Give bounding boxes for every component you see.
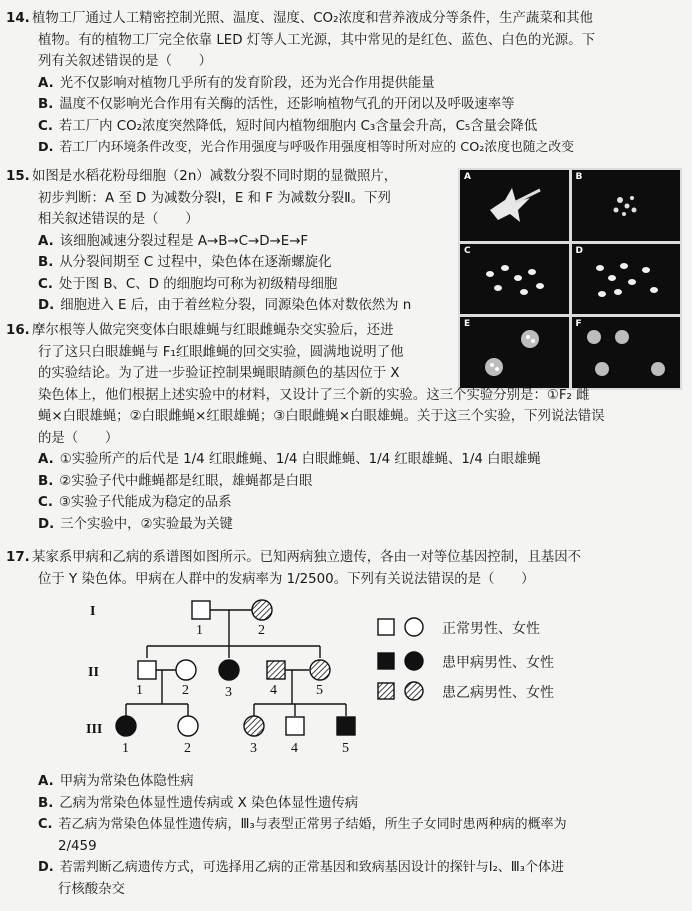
panel-label: A [464,172,471,182]
option-a: A. 甲病为常染色体隐性病 [38,774,194,789]
pedigree-individual-III-5 [337,717,355,735]
pedigree-individual-I-2 [252,600,272,620]
panel-label: F [575,319,582,330]
pedigree-individual-III-3 [244,716,264,736]
question-17 [6,547,682,590]
option-a: A. 光不仅影响对植物几乎所有的发育阶段，还为光合作用提供能量 [38,75,435,91]
option-d-continued: 行核酸杂交 [58,881,125,897]
panel-label: B [575,172,583,182]
individual-id: 2 [184,741,191,756]
generation-label: I [90,604,96,619]
individual-id: 4 [270,683,277,698]
panel-label: C [464,245,471,256]
individual-id: 5 [342,741,349,756]
question-stem-line: 行了这只白眼雄蝇与 F₁红眼雌蝇的回交实验，圆满地说明了他 [38,344,404,360]
question-stem-line: 相关叙述错误的是（ ） [38,212,199,227]
option-d: D. 若工厂内环境条件改变，光合作用强度与呼吸作用强度相等时所对应的 CO₂浓度也随之改变 [38,140,574,155]
individual-id: 5 [316,683,323,698]
question-number: 16. [6,323,30,338]
panel-label: D [575,245,583,256]
micrograph-b [572,170,681,241]
pedigree-individual-II-5 [310,660,330,680]
option-b: B. 乙病为常染色体显性遗传病或 X 染色体显性遗传病 [38,795,359,811]
pedigree-individual-I-1 [192,601,210,619]
option-d: D. 若需判断乙病遗传方式，可选择用乙病的正常基因和致病基因设计的探针与Ⅰ₂、Ⅲ₃个体进 [38,860,564,875]
question-stem-line: 的实验结论。为了进一步验证控制果蝇眼睛颜色的基因位于 X [38,366,400,381]
question-14 [6,8,682,159]
individual-id: 4 [291,741,298,756]
individual-id: 3 [250,741,257,756]
question-number: 14. [6,11,30,26]
individual-id: 1 [122,741,129,756]
legend-label: 患乙病男性、女性 [442,685,554,701]
question-stem-line: 位于 Y 染色体。甲病在人群中的发病率为 1/2500。下列有关说法错误的是（ ） [38,571,535,587]
question-17-options [6,771,682,900]
micrograph-a [460,170,569,241]
pedigree-individual-II-2 [176,660,196,680]
question-number: 15. [6,169,30,184]
option-c: C. 处于图 B、C、D 的细胞均可称为初级精母细胞 [38,276,338,292]
panel-label: E [464,319,471,330]
individual-id: 1 [136,683,143,698]
pedigree-individual-III-4 [286,717,304,735]
generation-label: II [88,665,99,680]
option-d: D. 细胞进入 E 后，由于着丝粒分裂，同源染色体对数依然为 n [38,298,412,313]
option-b: B. 从分裂间期至 C 过程中，染色体在逐渐螺旋化 [38,255,332,270]
micrograph-d [572,244,681,315]
legend-label: 患甲病男性、女性 [442,655,554,671]
pedigree-individual-II-1 [138,661,156,679]
question-number: 17. [6,550,30,565]
question-16 [6,320,682,535]
option-c: C. 若乙病为常染色体显性遗传病，Ⅲ₃与表型正常男子结婚，所生子女同时患两种病的概率为 [38,817,567,832]
question-stem-line: 如图是水稻花粉母细胞（2n）减数分裂不同时期的显微照片， [32,169,398,184]
micrograph-c [460,244,569,315]
pedigree-individual-II-3 [219,660,239,680]
question-stem-line: 初步判断：A 至 D 为减数分裂Ⅰ，E 和 F 为减数分裂Ⅱ。下列 [38,190,391,206]
question-stem-line: 蝇×白眼雄蝇；②白眼雌蝇×红眼雄蝇；③白眼雌蝇×白眼雄蝇。关于这三个实验，下列说法错误 [38,409,605,424]
option-c-continued: 2/459 [58,838,97,854]
question-stem-line: 染色体上，他们根据上述实验中的材料，又设计了三个新的实验。这三个实验分别是：①F₂ 雌 [38,387,590,403]
legend-label: 正常男性、女性 [442,621,540,637]
option-a: A. 该细胞减速分裂过程是 A→B→C→D→E→F [38,233,309,249]
option-b: B. 温度不仅影响光合作用有关酶的活性，还影响植物气孔的开闭以及呼吸速率等 [38,97,515,112]
pedigree-individual-III-1 [116,716,136,736]
question-stem-line: 列有关叙述错误的是（ ） [38,54,213,69]
option-b: B. ②实验子代中雌蝇都是红眼，雄蝇都是白眼 [38,473,313,489]
question-stem-line: 的是（ ） [38,430,119,446]
question-stem-line: 植物。有的植物工厂完全依靠 LED 灯等人工光源，其中常见的是红色、蓝色、白色的光源。下 [38,32,595,48]
option-c: C. ③实验子代能成为稳定的品系 [38,495,232,510]
pedigree-chart [84,596,374,766]
option-d: D. 三个实验中，②实验最为关键 [38,516,233,532]
individual-id: 3 [225,685,232,700]
individual-id: 1 [196,623,203,638]
question-stem-line: 摩尔根等人做完突变体白眼雄蝇与红眼雌蝇杂交实验后，还进 [32,323,394,338]
generation-label: III [86,722,103,737]
pedigree-individual-II-4 [267,661,285,679]
question-stem-line: 植物工厂通过人工精密控制光照、温度、湿度、CO₂浓度和营养液成分等条件，生产蔬菜和其他 [32,11,593,26]
individual-id: 2 [182,683,189,698]
pedigree-individual-III-2 [178,716,198,736]
option-a: A. ①实验所产的后代是 1/4 红眼雌蝇、1/4 白眼雌蝇、1/4 红眼雄蝇、1/4 白眼雄蝇 [38,452,541,467]
option-c: C. 若工厂内 CO₂浓度突然降低，短时间内植物细胞内 C₃含量会升高，C₅含量会降低 [38,118,538,134]
question-stem-line: 某家系甲病和乙病的系谱图如图所示。已知两病独立遗传，各由一对等位基因控制，且基因不 [32,550,582,565]
individual-id: 2 [258,623,265,638]
